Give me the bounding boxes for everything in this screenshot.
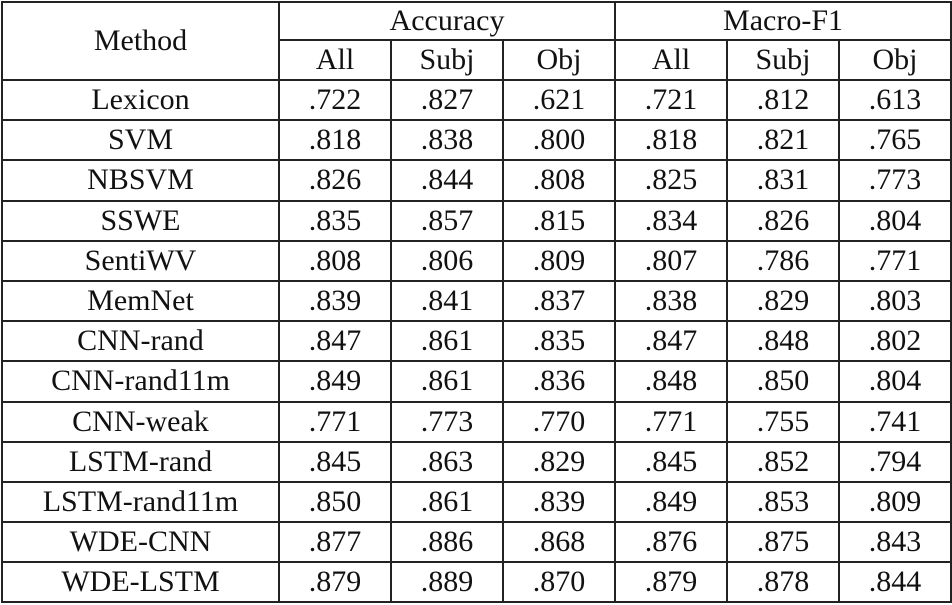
value-cell: .875 xyxy=(727,522,839,562)
value-cell: .839 xyxy=(503,482,615,522)
method-cell: LSTM-rand11m xyxy=(2,482,279,522)
value-cell: .876 xyxy=(615,522,727,562)
value-cell: .845 xyxy=(279,442,391,482)
value-cell: .794 xyxy=(839,442,951,482)
table-row xyxy=(2,562,951,602)
value-cell: .825 xyxy=(615,160,727,200)
value-cell: .721 xyxy=(615,80,727,120)
value-cell: .836 xyxy=(503,361,615,401)
value-cell: .861 xyxy=(391,361,503,401)
value-cell: .621 xyxy=(503,80,615,120)
value-cell: .849 xyxy=(279,361,391,401)
macro-f1-obj-header: Obj xyxy=(839,40,951,80)
value-cell: .829 xyxy=(727,281,839,321)
value-cell: .826 xyxy=(279,160,391,200)
method-cell: SVM xyxy=(2,120,279,160)
value-cell: .845 xyxy=(615,442,727,482)
value-cell: .808 xyxy=(279,241,391,281)
value-cell: .861 xyxy=(391,321,503,361)
table-row xyxy=(2,80,951,120)
value-cell: .821 xyxy=(727,120,839,160)
value-cell: .786 xyxy=(727,241,839,281)
value-cell: .849 xyxy=(615,482,727,522)
value-cell: .807 xyxy=(615,241,727,281)
value-cell: .835 xyxy=(279,201,391,241)
value-cell: .815 xyxy=(503,201,615,241)
value-cell: .879 xyxy=(279,562,391,602)
value-cell: .800 xyxy=(503,120,615,160)
value-cell: .870 xyxy=(503,562,615,602)
value-cell: .771 xyxy=(279,402,391,442)
table-row xyxy=(2,201,951,241)
method-header: Method xyxy=(2,2,279,80)
value-cell: .818 xyxy=(615,120,727,160)
value-cell: .853 xyxy=(727,482,839,522)
value-cell: .843 xyxy=(839,522,951,562)
value-cell: .741 xyxy=(839,402,951,442)
value-cell: .826 xyxy=(727,201,839,241)
value-cell: .804 xyxy=(839,361,951,401)
value-cell: .847 xyxy=(279,321,391,361)
value-cell: .806 xyxy=(391,241,503,281)
value-cell: .857 xyxy=(391,201,503,241)
value-cell: .755 xyxy=(727,402,839,442)
value-cell: .838 xyxy=(391,120,503,160)
table-row xyxy=(2,160,951,200)
method-cell: WDE-CNN xyxy=(2,522,279,562)
macro-f1-subj-header: Subj xyxy=(727,40,839,80)
value-cell: .850 xyxy=(279,482,391,522)
table-row xyxy=(2,522,951,562)
method-cell: MemNet xyxy=(2,281,279,321)
table-row xyxy=(2,321,951,361)
accuracy-all-header: All xyxy=(279,40,391,80)
method-cell: LSTM-rand xyxy=(2,442,279,482)
value-cell: .868 xyxy=(503,522,615,562)
table-row xyxy=(2,281,951,321)
value-cell: .847 xyxy=(615,321,727,361)
value-cell: .803 xyxy=(839,281,951,321)
header-group-row xyxy=(2,2,951,40)
table-row xyxy=(2,402,951,442)
value-cell: .850 xyxy=(727,361,839,401)
value-cell: .879 xyxy=(615,562,727,602)
value-cell: .809 xyxy=(503,241,615,281)
value-cell: .834 xyxy=(615,201,727,241)
value-cell: .773 xyxy=(839,160,951,200)
value-cell: .861 xyxy=(391,482,503,522)
table-row xyxy=(2,241,951,281)
value-cell: .877 xyxy=(279,522,391,562)
table-row xyxy=(2,361,951,401)
value-cell: .809 xyxy=(839,482,951,522)
macro-f1-header: Macro-F1 xyxy=(615,2,951,40)
value-cell: .773 xyxy=(391,402,503,442)
value-cell: .829 xyxy=(503,442,615,482)
table-row xyxy=(2,120,951,160)
method-cell: CNN-rand xyxy=(2,321,279,361)
value-cell: .863 xyxy=(391,442,503,482)
method-cell: WDE-LSTM xyxy=(2,562,279,602)
value-cell: .808 xyxy=(503,160,615,200)
value-cell: .770 xyxy=(503,402,615,442)
value-cell: .804 xyxy=(839,201,951,241)
macro-f1-all-header: All xyxy=(615,40,727,80)
method-cell: SSWE xyxy=(2,201,279,241)
value-cell: .837 xyxy=(503,281,615,321)
value-cell: .812 xyxy=(727,80,839,120)
value-cell: .835 xyxy=(503,321,615,361)
value-cell: .765 xyxy=(839,120,951,160)
method-cell: NBSVM xyxy=(2,160,279,200)
value-cell: .844 xyxy=(839,562,951,602)
table-body xyxy=(2,80,951,602)
value-cell: .818 xyxy=(279,120,391,160)
accuracy-obj-header: Obj xyxy=(503,40,615,80)
table-row xyxy=(2,482,951,522)
accuracy-subj-header: Subj xyxy=(391,40,503,80)
value-cell: .771 xyxy=(839,241,951,281)
results-table xyxy=(1,1,952,603)
value-cell: .886 xyxy=(391,522,503,562)
method-cell: CNN-weak xyxy=(2,402,279,442)
value-cell: .878 xyxy=(727,562,839,602)
value-cell: .771 xyxy=(615,402,727,442)
method-cell: CNN-rand11m xyxy=(2,361,279,401)
value-cell: .831 xyxy=(727,160,839,200)
value-cell: .848 xyxy=(615,361,727,401)
table-row xyxy=(2,442,951,482)
value-cell: .889 xyxy=(391,562,503,602)
accuracy-header: Accuracy xyxy=(279,2,615,40)
value-cell: .802 xyxy=(839,321,951,361)
value-cell: .722 xyxy=(279,80,391,120)
table-header xyxy=(2,2,951,80)
method-cell: Lexicon xyxy=(2,80,279,120)
method-cell: SentiWV xyxy=(2,241,279,281)
value-cell: .852 xyxy=(727,442,839,482)
value-cell: .848 xyxy=(727,321,839,361)
value-cell: .839 xyxy=(279,281,391,321)
value-cell: .838 xyxy=(615,281,727,321)
value-cell: .841 xyxy=(391,281,503,321)
value-cell: .844 xyxy=(391,160,503,200)
value-cell: .613 xyxy=(839,80,951,120)
value-cell: .827 xyxy=(391,80,503,120)
